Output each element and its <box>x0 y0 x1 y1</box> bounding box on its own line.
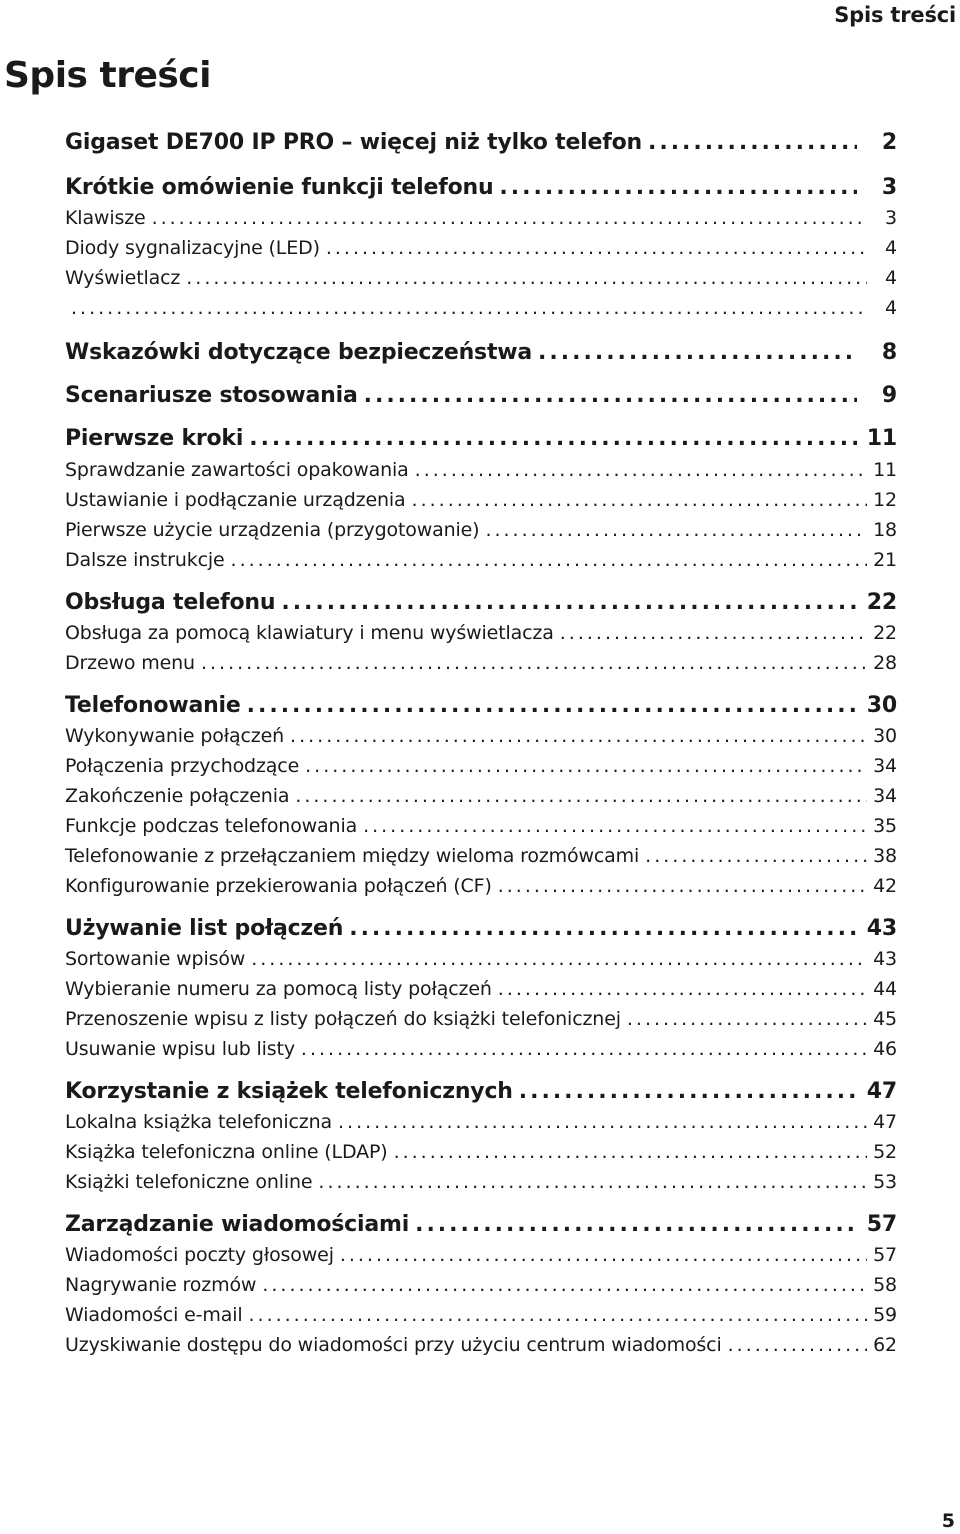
toc-entry-page: 42 <box>873 875 897 897</box>
toc-dot-leader <box>498 875 867 897</box>
toc-entry-title: Wiadomości e-mail <box>65 1304 243 1326</box>
toc-dot-leader <box>394 1141 867 1163</box>
toc-entry-title: Zarządzanie wiadomościami <box>65 1212 410 1237</box>
toc-item <box>65 459 897 481</box>
toc-dot-leader <box>499 175 857 200</box>
toc-entry-page: 4 <box>885 237 897 259</box>
toc-dot-leader <box>560 622 867 644</box>
toc-entry-title: Klawisze <box>65 207 146 229</box>
toc-entry-page: 59 <box>873 1304 897 1326</box>
toc-item <box>65 1008 897 1030</box>
toc-item <box>65 489 897 511</box>
toc-item <box>65 519 897 541</box>
toc-dot-leader <box>338 1111 867 1133</box>
toc-entry-page: 12 <box>873 489 897 511</box>
toc-entry-page: 28 <box>873 652 897 674</box>
toc-entry-title: Sortowanie wpisów <box>65 948 246 970</box>
toc-dot-leader <box>485 519 867 541</box>
toc-entry-page: 11 <box>873 459 897 481</box>
page-number: 5 <box>941 1510 955 1532</box>
toc-item <box>65 785 897 807</box>
toc-section <box>65 426 897 451</box>
toc-dot-leader <box>290 725 867 747</box>
toc-dot-leader <box>728 1334 867 1356</box>
toc-dot-leader <box>326 237 867 259</box>
running-header: Spis treści <box>834 3 956 27</box>
toc-dot-leader <box>648 130 857 155</box>
toc-entry-page: 9 <box>881 383 897 408</box>
toc-entry-title: Zakończenie połączenia <box>65 785 290 807</box>
toc-entry-title: Pierwsze kroki <box>65 426 244 451</box>
toc-item <box>65 1334 897 1356</box>
toc-dot-leader <box>71 297 867 319</box>
toc-dot-leader <box>538 340 857 365</box>
toc-entry-page: 38 <box>873 845 897 867</box>
toc-section <box>65 130 897 155</box>
toc-item <box>65 1111 897 1133</box>
toc-dot-leader <box>248 1304 867 1326</box>
toc-entry-title: Wykonywanie połączeń <box>65 725 285 747</box>
toc-entry-title: Wybieranie numeru za pomocą listy połączeń <box>65 978 492 1000</box>
toc-dot-leader <box>645 845 867 867</box>
toc-dot-leader <box>249 426 857 451</box>
toc-item <box>65 207 897 229</box>
toc-entry-page: 46 <box>873 1038 897 1060</box>
toc-dot-leader <box>247 693 857 718</box>
toc-entry-title: Telefonowanie z przełączaniem między wieloma rozmówcami <box>65 845 640 867</box>
toc-dot-leader <box>305 755 867 777</box>
toc-dot-leader <box>340 1244 867 1266</box>
toc-dot-leader <box>627 1008 867 1030</box>
toc-entry-title: Wyświetlacz <box>65 267 181 289</box>
toc-entry-page: 43 <box>866 916 897 941</box>
toc-entry-page: 52 <box>873 1141 897 1163</box>
toc-dot-leader <box>186 267 867 289</box>
toc-entry-title: Konfigurowanie przekierowania połączeń (CF) <box>65 875 492 897</box>
toc-entry-title: Używanie list połączeń <box>65 916 344 941</box>
toc-entry-title: Wiadomości poczty głosowej <box>65 1244 334 1266</box>
toc-entry-title: Funkcje podczas telefonowania <box>65 815 358 837</box>
toc-item <box>65 875 897 897</box>
toc-entry-title: Drzewo menu <box>65 652 195 674</box>
toc-item <box>65 845 897 867</box>
toc-entry-page: 21 <box>873 549 897 571</box>
toc-section <box>65 1079 897 1104</box>
toc-item <box>65 978 897 1000</box>
toc-item <box>65 1274 897 1296</box>
toc-dot-leader <box>318 1171 867 1193</box>
toc-entry-title: Książka telefoniczna online (LDAP) <box>65 1141 388 1163</box>
toc-entry-title: Diody sygnalizacyjne (LED) <box>65 237 320 259</box>
toc-entry-page: 30 <box>873 725 897 747</box>
toc-entry-page: 44 <box>873 978 897 1000</box>
toc-entry-page: 4 <box>885 297 897 319</box>
page-title: Spis treści <box>4 55 211 96</box>
toc-entry-page: 45 <box>873 1008 897 1030</box>
toc-entry-page: 11 <box>866 426 897 451</box>
toc-item <box>65 1171 897 1193</box>
toc-entry-title: Książki telefoniczne online <box>65 1171 313 1193</box>
toc-entry-page: 3 <box>881 175 897 200</box>
toc-item <box>65 622 897 644</box>
toc-entry-title: Scenariusze stosowania <box>65 383 358 408</box>
toc-dot-leader <box>519 1079 857 1104</box>
toc-entry-page: 57 <box>873 1244 897 1266</box>
toc-entry-page: 22 <box>866 590 897 615</box>
toc-dot-leader <box>251 948 867 970</box>
toc-entry-title: Sprawdzanie zawartości opakowania <box>65 459 409 481</box>
toc-dot-leader <box>349 916 857 941</box>
toc-entry-page: 2 <box>881 130 897 155</box>
toc-dot-leader <box>364 383 857 408</box>
toc-entry-page: 53 <box>873 1171 897 1193</box>
toc-dot-leader <box>498 978 867 1000</box>
toc-entry-title: Usuwanie wpisu lub listy <box>65 1038 295 1060</box>
toc-item <box>65 1304 897 1326</box>
toc-entry-title: Ustawianie i podłączanie urządzenia <box>65 489 406 511</box>
toc-dot-leader <box>415 1212 857 1237</box>
toc-entry-page: 47 <box>873 1111 897 1133</box>
toc-entry-title: Gigaset DE700 IP PRO – więcej niż tylko telefon <box>65 130 642 155</box>
toc-section <box>65 590 897 615</box>
toc-entry-title: Wskazówki dotyczące bezpieczeństwa <box>65 340 533 365</box>
toc-dot-leader <box>281 590 857 615</box>
toc-item <box>65 1038 897 1060</box>
toc-entry-page: 4 <box>885 267 897 289</box>
toc-section <box>65 340 897 365</box>
toc-entry-title: Przenoszenie wpisu z listy połączeń do książki telefonicznej <box>65 1008 621 1030</box>
toc-item <box>65 948 897 970</box>
toc-entry-title: Obsługa telefonu <box>65 590 276 615</box>
toc-entry-page: 34 <box>873 755 897 777</box>
toc-entry-page: 43 <box>873 948 897 970</box>
toc-item <box>65 267 897 289</box>
toc-section <box>65 1212 897 1237</box>
toc-item <box>65 725 897 747</box>
toc-entry-page: 57 <box>866 1212 897 1237</box>
toc-entry-title: Nagrywanie rozmów <box>65 1274 257 1296</box>
toc-dot-leader <box>415 459 867 481</box>
toc-entry-page: 18 <box>873 519 897 541</box>
toc-entry-page: 62 <box>873 1334 897 1356</box>
toc-entry-page: 22 <box>873 622 897 644</box>
toc-entry-page: 35 <box>873 815 897 837</box>
toc-dot-leader <box>301 1038 867 1060</box>
toc-item <box>65 237 897 259</box>
toc-dot-leader <box>412 489 867 511</box>
toc-section <box>65 175 897 200</box>
toc-dot-leader <box>231 549 867 571</box>
toc-entry-title: Telefonowanie <box>65 693 241 718</box>
toc-entry-page: 3 <box>885 207 897 229</box>
toc-dot-leader <box>363 815 867 837</box>
toc-dot-leader <box>295 785 867 807</box>
toc-dot-leader <box>152 207 867 229</box>
toc-entry-title: Obsługa za pomocą klawiatury i menu wyświetlacza <box>65 622 554 644</box>
toc-dot-leader <box>201 652 867 674</box>
toc-entry-page: 58 <box>873 1274 897 1296</box>
toc-section <box>65 693 897 718</box>
toc-dot-leader <box>262 1274 867 1296</box>
toc-entry-title: Pierwsze użycie urządzenia (przygotowanie) <box>65 519 480 541</box>
toc-section <box>65 383 897 408</box>
toc-item <box>65 549 897 571</box>
toc-item <box>65 1141 897 1163</box>
toc-item <box>65 297 897 319</box>
toc-entry-title: Dalsze instrukcje <box>65 549 225 571</box>
toc-entry-title: Korzystanie z książek telefonicznych <box>65 1079 513 1104</box>
toc-entry-page: 34 <box>873 785 897 807</box>
toc-entry-page: 30 <box>866 693 897 718</box>
toc-entry-title: Połączenia przychodzące <box>65 755 300 777</box>
toc-entry-title: Uzyskiwanie dostępu do wiadomości przy użyciu centrum wiadomości <box>65 1334 722 1356</box>
toc-section <box>65 916 897 941</box>
toc-entry-page: 47 <box>866 1079 897 1104</box>
toc-entry-title: Lokalna książka telefoniczna <box>65 1111 332 1133</box>
toc-item <box>65 755 897 777</box>
toc-item <box>65 652 897 674</box>
toc-item <box>65 815 897 837</box>
toc-entry-title: Krótkie omówienie funkcji telefonu <box>65 175 494 200</box>
toc-entry-page: 8 <box>881 340 897 365</box>
toc-item <box>65 1244 897 1266</box>
